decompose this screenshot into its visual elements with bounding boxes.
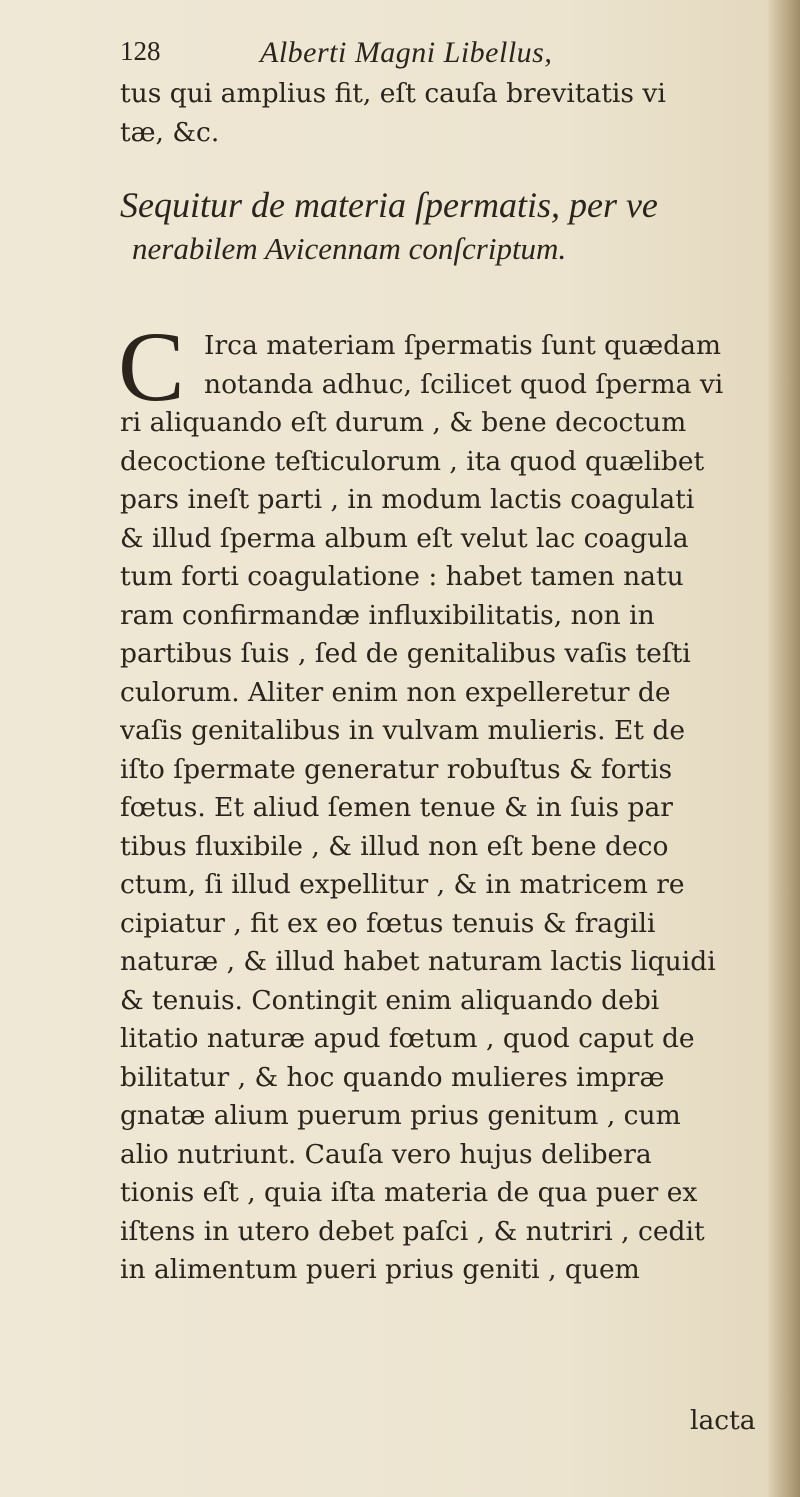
text-line: ri aliquando eſt durum , & bene decoctum: [120, 407, 687, 438]
running-title: Alberti Magni Libellus,: [260, 36, 553, 69]
catchword: lacta: [690, 1405, 756, 1436]
text-line: tæ, &c.: [120, 116, 220, 148]
text-line: litatio naturæ apud fœtum , quod caput de: [120, 1023, 695, 1054]
text-line: ctum, ſi illud expellitur , & in matricem re: [120, 869, 685, 900]
drop-capital: C: [118, 311, 185, 422]
text-line: decoctione teſticulorum , ita quod quælibet: [120, 445, 705, 477]
text-line: & tenuis. Contingit enim aliquando debi: [120, 984, 660, 1016]
text-line: culorum. Aliter enim non expelleretur de: [120, 676, 671, 708]
text-line: iſtens in utero debet paſci , & nutriri , cedit: [120, 1215, 705, 1247]
text-line: Irca materiam ſpermatis ſunt quædam: [204, 330, 721, 361]
text-line: pars ineſt parti , in modum lactis coagulati: [120, 484, 695, 515]
text-line: ram confirmandæ influxibilitatis, non in: [120, 599, 655, 631]
text-line: naturæ , & illud habet naturam lactis liquidi: [120, 946, 716, 977]
text-line: bilitatur , & hoc quando mulieres impræ: [120, 1061, 665, 1093]
text-line: in alimentum pueri prius geniti , quem: [120, 1254, 640, 1285]
section-heading-line-2: nerabilem Avicennam conſcriptum.: [132, 231, 567, 266]
section-heading: [120, 182, 780, 270]
text-line: partibus ſuis , ſed de genitalibus vaſis teſti: [120, 638, 691, 669]
section-heading-line-1: Sequitur de materia ſpermatis, per ve: [120, 185, 658, 225]
page-header: [120, 36, 760, 76]
text-line: tus qui amplius fit, eſt cauſa brevitatis vi: [120, 78, 666, 109]
text-line: fœtus. Et aliud ſemen tenue & in ſuis par: [120, 792, 673, 823]
text-line: cipiatur , fit ex eo fœtus tenuis & fragili: [120, 907, 656, 939]
intro-text-block: [120, 75, 775, 152]
text-line: alio nutriunt. Cauſa vero hujus delibera: [120, 1138, 652, 1170]
text-line: gnatæ alium puerum prius genitum , cum: [120, 1100, 681, 1131]
text-line: notanda adhuc, ſcilicet quod ſperma vi: [204, 368, 724, 400]
text-line: & illud ſperma album eſt velut lac coagula: [120, 522, 689, 554]
text-line: tionis eſt , quia iſta materia de qua puer ex: [120, 1177, 698, 1208]
text-line: tibus fluxibile , & illud non eſt bene deco: [120, 830, 669, 862]
text-line: iſto ſpermate generatur robuſtus & fortis: [120, 753, 673, 785]
text-line: tum forti coagulatione : habet tamen natu: [120, 561, 684, 592]
body-text-block: [120, 327, 775, 1290]
text-line: vaſis genitalibus in vulvam mulieris. Et de: [120, 715, 686, 746]
page-number: 128: [120, 36, 161, 66]
